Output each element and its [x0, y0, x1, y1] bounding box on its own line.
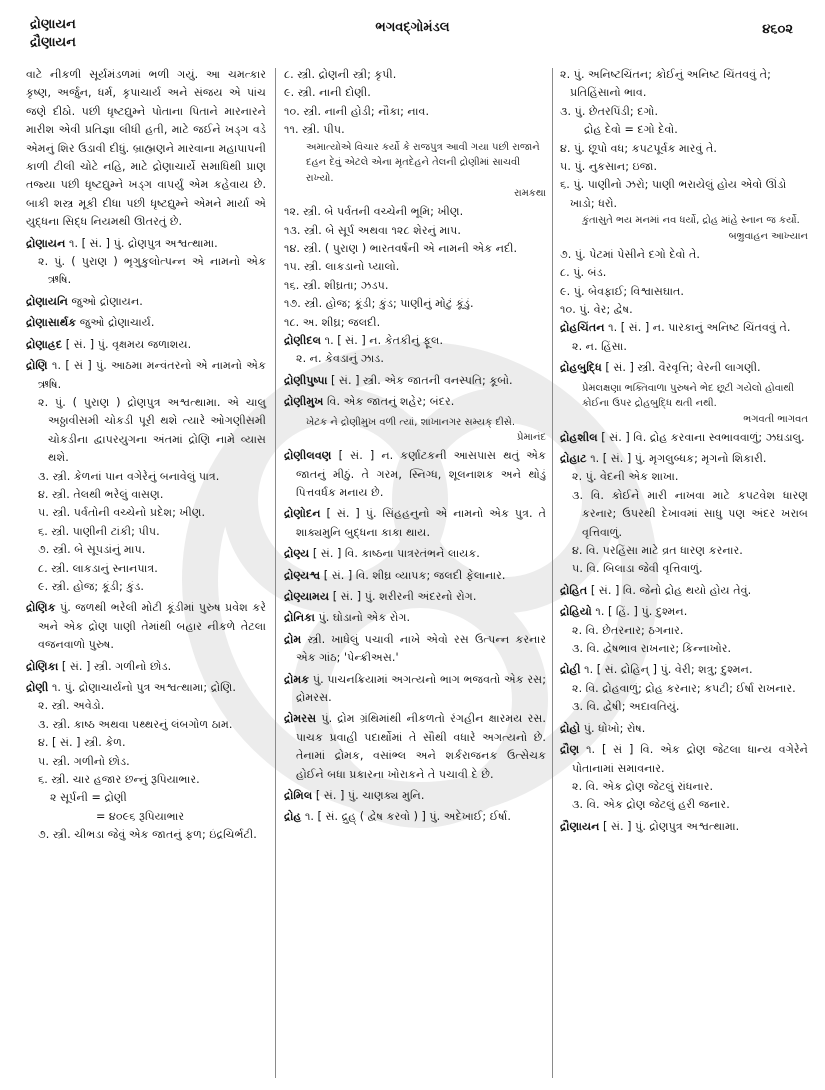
- sense: ૨. વિ. છેતરનાર; ઠગનાર.: [572, 623, 684, 637]
- sense: ૧૧. સ્ત્રી. પીપ.: [284, 123, 345, 137]
- sense: ૨. પું. ( પુરાણ ) દ્રોણપુત્ર અશ્વત્થામા. એ ચાલુ અઠ્ઠાવીસમી ચોકડી પૂરી થશે ત્યારે ઓગણીસમી ચોકડીના દ્વાપરયુગના અંતમાં દ્રોણિ નામે વ્યાસ થશે.: [38, 395, 266, 465]
- sense: ૧. [ હિં. ] પું. દુશ્મન.: [595, 605, 688, 619]
- sense: ૮. સ્ત્રી. લાકડાનું સ્નાનપાત્ર.: [38, 561, 158, 575]
- dictionary-entry: [26, 599, 266, 654]
- sense: ૧. પું. દ્રોણાચાર્યનો પુત્ર અશ્વત્થામા; દ્રોણિ.: [51, 681, 236, 694]
- formula-line: ૨ સૂર્પની = દ્રોણી: [50, 791, 127, 805]
- page-number: ૪૬૦૨: [762, 22, 793, 37]
- column-1: [26, 66, 266, 848]
- sense: ૧. [ સં ] વિ. એક દ્રોણ જેટલા ધાન્ય વગેરેને પોતાનામાં સમાવનાર.: [572, 743, 808, 775]
- headword: દ્રોણ્ય: [284, 547, 310, 561]
- sense: ૧૫. સ્ત્રી. લાકડાનો પ્યાલો.: [284, 260, 400, 274]
- dictionary-entry: [560, 359, 808, 377]
- headword: દ્રોણાહ્રદ: [26, 337, 63, 351]
- sense: [ સં. ] પું. સિંહહનુનો એ નામનો એક પુત્ર. તે શાક્યમુનિ બુદ્ધના કાકા થાય.: [296, 507, 546, 539]
- sense: ૧. [ સં. દ્રુહ્ ( દ્વેષ કરવો ) ] પું. અદેખાઈ; ઈર્ષા.: [304, 810, 511, 824]
- sense: ૪. [ સં. ] સ્ત્રી. કેળ.: [38, 736, 126, 750]
- sense: ૯. સ્ત્રી. હોજ; કૂંડી; કુંડ.: [38, 579, 144, 593]
- column-divider: [552, 68, 553, 1078]
- sense: ૬. પું. પાણીનો ઝરો; પાણી ભરાયેલું હોય એવો ઊંડો ખાડો; ધરો.: [560, 178, 787, 210]
- dictionary-entry: [26, 679, 266, 845]
- sense: [ સં. ] વિ. જેનો દ્રોહ થયો હોય તેવું.: [590, 583, 752, 597]
- sense: [ સં. ] પું. દ્રોણપુત્ર અશ્વત્થામા.: [603, 819, 740, 833]
- book-title: ભગવદ્ગોમંડલ: [375, 20, 450, 35]
- dictionary-entry: [560, 741, 808, 815]
- headword: દ્રોણોદન: [284, 507, 321, 521]
- sense: ૩. વિ. કોઈને મારી નાખવા માટે કપટવેશ ધારણ કરનાર; ઉપરથી દેખાવમાં સાધુ પણ અંદર ખરાબ વૃત્તિવાળું.: [572, 488, 808, 539]
- dictionary-entry: [284, 787, 546, 805]
- sense: ૧૦. સ્ત્રી. નાની હોડી; નૌકા; નાવ.: [284, 104, 430, 118]
- dictionary-entry: [284, 545, 546, 563]
- dictionary-entry: [26, 235, 266, 290]
- dictionary-entry: [26, 658, 266, 676]
- headword: દ્રોહો: [560, 721, 581, 735]
- sense: જુઓ દ્રોણાચાર્ય.: [79, 316, 155, 330]
- sense: પું. ધોખો; રોષ.: [583, 721, 646, 735]
- headword: દ્રોમિલ: [284, 789, 313, 802]
- sense: ૭. સ્ત્રી. ચીભડા જેવું એક જાતનું ફળ; ઇંદ્રચિર્ભટી.: [38, 828, 257, 842]
- dictionary-entry: [560, 720, 808, 738]
- sense: ૬. સ્ત્રી. ચાર હજાર છન્નું રૂપિયાભાર.: [38, 773, 200, 787]
- dictionary-entry: [284, 588, 546, 606]
- sense: પું. દ્રોમ ગ્રંથિમાંથી નીકળતો રંગહીન ક્ષારમય રસ. પાચક પ્રવાહી પદાર્થોમાં તે સૌથી વધારે અગત્યનો છે. તેનામાં દ્રોમક, વસાંભ્લ અને શર્કરાજનક ઉત્સેચક હોઈને બધા પ્રકારના ખોરાકને તે પચાવી દે છે.: [296, 712, 546, 781]
- headword: દ્રોણિક: [26, 601, 56, 615]
- sense: વિ. એક જાતનું શહેર; બંદર.: [327, 395, 455, 409]
- headword: દ્રોણિકા: [26, 659, 59, 673]
- sense: ૫. સ્ત્રી. પર્વતોની વચ્ચેનો પ્રદેશ; ખીણ.: [38, 506, 206, 520]
- sense: ૪. સ્ત્રી. તેલથી ભરેલું વાસણ.: [38, 487, 164, 501]
- sense: પું. પાચનક્રિયામાં અગત્યનો ભાગ ભજવતો એક રસ; દ્રોમરસ.: [296, 672, 546, 704]
- headword: દ્રોણિ: [26, 359, 48, 373]
- column-3: [560, 66, 808, 839]
- dictionary-columns: [0, 60, 825, 1090]
- headword: દ્રોણીપુષ્પા: [284, 373, 328, 387]
- sense: ૧. [ સં. ] પું. મૃગલુબ્ધક; મૃગનો શિકારી.: [590, 452, 767, 465]
- sense: [ સં. ] વિ. શીઘ્ર વ્યાપક; જલદી ફેલાનાર.: [323, 568, 506, 582]
- headword: દ્રૌણાયન: [560, 819, 600, 833]
- sense: ૨. પું. વેદની એક શાખા.: [572, 470, 679, 484]
- citation-source: પ્રેમાનંદ: [516, 432, 546, 444]
- sense: [ સં. ] ન. કર્ણાટકની આસપાસ થતું એક જાતનું મીઠું. તે ગરમ, સ્નિગ્ધ, શૂલનાશક અને થોડું પિત્તવર્ધક મનાય છે.: [296, 449, 546, 499]
- headword: દ્રોહિત: [560, 583, 588, 597]
- sense: ૭. પું. પેટમાં પેસીને દગો દેવો તે.: [560, 247, 700, 261]
- sense: ૧૦. પું. વેર; દ્વેષ.: [560, 302, 633, 316]
- column-2: [284, 66, 546, 830]
- sense: ૧૨. સ્ત્રી. બે પર્વતની વચ્ચેની ભૂમિ; ખીણ.: [284, 205, 464, 219]
- citation-source: રામકથા: [514, 188, 546, 200]
- column-divider: [275, 68, 276, 1078]
- sense: ૩. વિ. દ્વેષભાવ રાખનાર; કિન્નાખોર.: [572, 642, 732, 656]
- headword: દ્રોનિકા: [284, 611, 315, 625]
- dictionary-entry: [560, 429, 808, 447]
- sense: [ સં. ] પું. શરીરની અંદરનો રોગ.: [332, 589, 477, 603]
- sense: પું. ઘોડાનો એક રોગ.: [318, 611, 411, 625]
- sense: ૧૮. અ. શીઘ્ર; જલદી.: [284, 315, 381, 329]
- sense: ૨. વિ. એક દ્રોણ જેટલું રાંધનાર.: [572, 779, 714, 793]
- sense: [ સં. ] વિ. કાષ્ઠના પાત્રરતંભને લાયક.: [312, 547, 480, 561]
- headword: દ્રોહશીલ: [560, 430, 598, 444]
- sense: ૨. ન. કેવડાનું ઝાડ.: [296, 352, 384, 366]
- sense: જુઓ દ્રોણાયન.: [71, 294, 143, 308]
- sense: ૪. વિ. પરહિંસા માટે વ્રત ધારણ કરનાર.: [572, 544, 743, 558]
- formula-line: દ્રોહ દેવો = દગો દેવો.: [584, 123, 678, 137]
- dictionary-entry: [284, 332, 546, 369]
- sense: ૩. વિ. દ્વેષી; અદાવતિયું.: [572, 700, 680, 714]
- dictionary-entry: [284, 671, 546, 708]
- sense: ૧. [ સં. દ્રોહિન્ ] પું. વેરી; શત્રુ; દુશ્મન.: [584, 663, 753, 677]
- sense: [ સં. ] સ્ત્રી. વૈરવૃત્તિ; વેરની લાગણી.: [605, 361, 761, 375]
- sense: ૬. સ્ત્રી. પાણીની ટાંકી; પીપ.: [38, 524, 160, 538]
- dictionary-entry: [560, 603, 808, 658]
- sense: ૨. પું. અનિષ્ટચિંતન; કોઈનું અનિષ્ટ ચિંતવવું તે; પ્રતિહિંસાનો ભાવ.: [560, 68, 771, 100]
- page-header: [0, 0, 825, 60]
- dictionary-entry: [284, 505, 546, 542]
- headword: દ્રોણ્યશ્વ: [284, 568, 321, 582]
- sense: [ સં. ] સ્ત્રી. ગળીનો છોડ.: [61, 659, 172, 673]
- headword: દ્રોણીલવણ: [284, 449, 332, 463]
- dictionary-entry: [284, 372, 546, 390]
- sense: ૩. સ્ત્રી. કાષ્ઠ અથવા પથ્થરનું લંબગોળ ઠામ.: [38, 717, 233, 731]
- sense: ૭. સ્ત્રી. બે સૂપડાંનું માપ.: [38, 543, 146, 557]
- sense: ૧. [ સં ] પું. આઠમા મન્વંતરનો એ નામનો એક ઋષિ.: [38, 359, 267, 391]
- guide-word-last: દ્રૌણાયન: [30, 35, 76, 50]
- sense: ૧. [ સં. ] ન. પારકાનું અનિષ્ટ ચિંતવવું તે.: [608, 321, 791, 335]
- sense: [ સં. ] પું. વૃક્ષમય જળાશય.: [65, 337, 192, 351]
- citation-quote: કુંતાસુતે ભય મનમાં નવ ધર્યો, દ્રોહ માંહે સ્નાન જ કર્યો.: [582, 215, 800, 227]
- sense: ૨. સ્ત્રી. અવેડો.: [38, 699, 105, 713]
- dictionary-entry: [560, 818, 808, 836]
- citation-quote: અમાત્યોએ વિચાર કર્યો કે રાજપુત્ર આવી ગયા પછી રાજાને દહન દેવું એટલે એના મૃતદેહને તેલની દ્રોણીમાં સાચવી રાખ્યો.: [306, 141, 540, 184]
- dictionary-entry: [284, 609, 546, 627]
- sense: ૨. વિ. દ્રોહવાળું; દ્રોહ કરનાર; કપટી; ઈર્ષા રાખનાર.: [572, 681, 796, 695]
- dictionary-entry: [560, 661, 808, 716]
- sense: ૫. સ્ત્રી. ગળીનો છોડ.: [38, 754, 130, 768]
- sense: ૯. સ્ત્રી. નાની દોણી.: [284, 86, 371, 100]
- headword: દ્રોહબુદ્ધિ: [560, 361, 602, 375]
- sense: ૨. પું. ( પુરાણ ) ભૃગુકુલોત્પન્ન એ નામનો એક ઋષિ.: [38, 255, 266, 287]
- dictionary-entry: [26, 314, 266, 332]
- sense: ૮. સ્ત્રી. દ્રોણની સ્ત્રી; કૃપી.: [284, 68, 397, 81]
- dictionary-entry: [26, 336, 266, 354]
- headword: દ્રોણીદલ: [284, 333, 322, 347]
- dictionary-entry: [26, 357, 266, 596]
- sense: ૧૭. સ્ત્રી. હોજ; કૂંડી; કુંડ; પાણીનું મોટું કૂંડું.: [284, 297, 474, 311]
- sense: ૩. પું. છેતરપિંડી; દગો.: [560, 104, 659, 118]
- sense: ૧૩. સ્ત્રી. બે સૂર્પ અથવા ૧૨૮ શેરનું માપ.: [284, 223, 461, 237]
- sense: ૫. વિ. બિલાડા જેવી વૃત્તિવાળું.: [572, 562, 703, 576]
- headword: દ્રોણ્યામય: [284, 589, 330, 603]
- sense: પું. જળથી ભરેલી મોટી કૂંડીમાં પુરુષ પ્રવેશ કરે અને એક દ્રોણ પાણી તેમાંથી બહાર નીકળે તેટલા વજનવાળો પુરુષ.: [38, 601, 266, 652]
- headword: દ્રોણાયન: [26, 236, 66, 250]
- dictionary-entry: [284, 567, 546, 585]
- headword: દ્રોણી: [26, 681, 49, 694]
- citation-source: ભગવતી ભાગવત: [743, 413, 808, 425]
- headword: દ્રોહ: [284, 810, 302, 824]
- sense: ૫. પું. નુકસાન; ઇજા.: [560, 160, 658, 174]
- sense: સ્ત્રી. ખાધેલું પચાવી નાખે એવો રસ ઉત્પન્ન કરનાર એક ગાંઠ; 'પેન્ક્રીઅસ.': [296, 632, 546, 665]
- headword: દ્રોહી: [560, 663, 581, 677]
- headword: દ્રોમરસ: [284, 712, 317, 726]
- dictionary-entry: [560, 319, 808, 356]
- headword: દ્રોમ: [284, 632, 302, 646]
- sense: [ સં. ] વિ. દ્રોહ કરવાના સ્વભાવવાળું; ઝઘડાલુ.: [601, 430, 805, 444]
- headword: દ્રોમક: [284, 672, 310, 686]
- sense: ૪. પું. છૂપો વધ; કપટપૂર્વક મારવું તે.: [560, 141, 717, 155]
- dictionary-entry: [560, 450, 808, 579]
- continuation-text: વાટે નીકળી સૂર્યમંડળમાં ભળી ગયું. આ ચમત્કાર કૃષ્ણ, અર્જુન, ધર્મ, કૃપાચાર્ય અને સંજય એ પાંચ જણે દીઠો. પછી ધૃષ્ટદ્યુમ્ને પોતાના પિતાને મારનારને મારીશ એવી પ્રતિજ્ઞા લીધી હતી, માટે જઈને ખડ્ગ વડે એમનું શિર ઉડાવી દીધું. બ્રાહ્મણને મારવાના મહાપાપની કાળી ટીલી ચોટે નહિ, માટે દ્રોણાચાર્યે સમાધિથી પ્રાણ તજ્યા પછી ધૃષ્ટદ્યુમ્ને ખડ્ગ વાપર્યું એમ કહેવાય છે. બાકી શસ્ત્ર મૂકી દીધા પછી ધૃષ્ટદ્યુમ્ને એમને માર્યા એ યુદ્ધના સિદ્ધ નિયમથી ઊતરતું છે.: [26, 68, 266, 229]
- dictionary-entry: [560, 582, 808, 600]
- citation-source: બભ્રુવાહન આખ્યાન: [728, 230, 808, 242]
- sense: ૮. પું. બંડ.: [560, 266, 607, 280]
- formula-line: = ૪૦૯૬ રૂપિયાભાર: [96, 809, 185, 823]
- headword: દ્રોહિયો: [560, 605, 592, 619]
- sense: ૧. [ સં. ] ન. કેતકીનું ફૂલ.: [324, 333, 444, 347]
- sense: ૯. પું. બેવફાઈ; વિશ્વાસઘાત.: [560, 284, 684, 298]
- dictionary-entry: [284, 631, 546, 668]
- dictionary-entry: [284, 808, 546, 826]
- citation-quote: ખેટક ને દ્રોણીમુખ વળી ત્યાં, શાખાનગર સમ્યક્ દીસે.: [306, 416, 516, 428]
- headword: દ્રોહાટ: [560, 452, 587, 465]
- headword: દ્રોણાયનિ: [26, 294, 68, 308]
- dictionary-entry: [284, 710, 546, 784]
- sense: ૧૬. સ્ત્રી. શીઘ્રતા; ઝડપ.: [284, 278, 389, 292]
- sense: ૩. સ્ત્રી. કેળનાં પાન વગેરેનું બનાવેલું પાત્ર.: [38, 469, 220, 483]
- sense: ૩. વિ. એક દ્રોણ જેટલું હરી જનાર.: [572, 798, 730, 812]
- headword: દ્રૌણ: [560, 743, 580, 757]
- dictionary-entry: [26, 293, 266, 311]
- sense: [ સં. ] પું. ચાણક્ય મુનિ.: [315, 789, 425, 802]
- headword: દ્રોણાસાર્થક: [26, 316, 77, 330]
- sense: ૧૪. સ્ત્રી. ( પુરાણ ) ભારતવર્ષની એ નામની એક નદી.: [284, 241, 518, 255]
- dictionary-entry: [284, 447, 546, 502]
- sense: ૨. ન. હિંસા.: [572, 339, 627, 353]
- sense: ૧. [ સં. ] પું. દ્રોણપુત્ર અશ્વત્થામા.: [68, 236, 218, 250]
- dictionary-entry: [284, 393, 546, 411]
- sense: [ સં. ] સ્ત્રી. એક જાતની વનસ્પતિ; કૂબો.: [331, 373, 513, 387]
- citation-quote: પ્રેમલક્ષણા ભક્તિવાળા પુરુષને ભેદ છૂટી ગયેલો હોવાથી કોઈના ઉપર દ્રોહબુદ્ધિ થતી નથી.: [582, 382, 794, 410]
- headword: દ્રોણીમુખ: [284, 395, 324, 409]
- headword: દ્રોહચિંતન: [560, 321, 605, 335]
- guide-word-first: દ્રોણાયન: [30, 17, 76, 32]
